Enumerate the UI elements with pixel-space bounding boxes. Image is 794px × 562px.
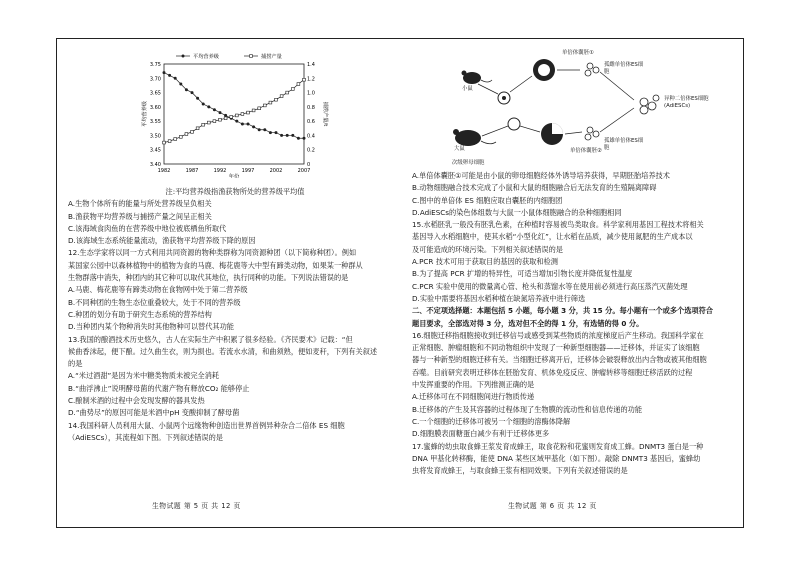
label-es-rat: 孤雄单倍体ES细胞 (604, 138, 644, 151)
series-point-2 (291, 88, 294, 91)
y-right-tick-label: 0 (307, 162, 311, 168)
q13-option-b: B.“曲浮沸止”说明酵母菌的代谢产物有释放CO₂ 能够停止 (68, 383, 250, 393)
y-right-axis-label: 捕捞产量/t (322, 101, 328, 127)
q16-stem-line-2: 正常细胞、肿瘤细胞和不同动物组织中发现了一种新型细胞器——迁移体，并证实了该细胞 (412, 343, 700, 353)
series-point-1 (263, 128, 266, 131)
series-point-1 (291, 134, 294, 137)
series-point-2 (179, 135, 182, 138)
rat-es-cells-icon (585, 127, 599, 140)
series-point-2 (286, 91, 289, 94)
footer-right: 生物试题 第 6 页 共 12 页 (508, 502, 597, 510)
q13-stem-line-2: 候曲香沫起，便下酿。过久曲生衣，则为损也。若流水水清，和曲须熟，便如麦秆，下列有关叙述 (68, 346, 378, 356)
label-egg: 次级卵母细胞 (452, 160, 485, 166)
y-left-tick-label: 3.50 (149, 133, 161, 140)
footer-left: 生物试题 第 5 页 共 12 页 (152, 502, 241, 510)
series-point-2 (235, 114, 238, 117)
q16-stem-line-1: 16.细胞迁移指细胞接收到迁移信号或感受到某些物质的浓度梯度后产生移动。我国科学家在 (412, 330, 704, 340)
y-left-tick-label: 3.60 (149, 104, 161, 111)
y-right-tick-label: 1.4 (307, 62, 315, 68)
series-point-1 (202, 103, 205, 106)
y-left-tick-label: 3.40 (149, 162, 161, 168)
y-right-tick-label: 1.0 (307, 90, 315, 97)
q15-option-a: A.PCR 技术可用于获取目的基因的获取和检测 (412, 257, 558, 267)
series-point-2 (303, 78, 306, 81)
q11-option-c: C.该海域食肉鱼的在营养级中地位被底栖鱼所取代 (68, 223, 227, 233)
series-point-2 (224, 117, 227, 120)
es-cell-diagram (412, 46, 728, 170)
q15-option-b: B.为了提高 PCR 扩增的特异性，可适当增加引物长度并降低复性温度 (412, 269, 633, 279)
q14-option-d: D.AdiESCs的染色体组数与大鼠一小鼠体细胞融合的杂种细胞相同 (412, 207, 622, 217)
q16-option-d: D.细胞膜表面糖蛋白减少有利于迁移体更多 (412, 429, 550, 439)
q16-stem-line-5: 中发挥重要的作用。下列推测正确的是 (412, 380, 535, 390)
y-left-tick-label: 3.45 (149, 147, 161, 154)
series-point-2 (219, 118, 222, 121)
q16-stem-line-4: 吞噬。目前研究表明迁移体在胚胎发育、机体免疫反应、肿瘤转移等细胞迁移活跃的过程 (412, 367, 693, 377)
section-two-line-1: 二、不定项选择题：本题包括 5 小题，每小题 3 分，共 15 分。每小题有一个或多个选项符合 (412, 306, 713, 316)
arrow-egg-blastocyst-2 (520, 126, 540, 132)
y-left-tick-label: 3.55 (149, 119, 161, 126)
arrow-es-merge-1 (600, 72, 634, 100)
arrow-mouse-egg (478, 84, 498, 94)
series-point-1 (219, 111, 222, 114)
series-point-1 (207, 105, 210, 108)
q14-stem-line-2: （AdiESCs），其流程如下图。下列叙述错误的是 (68, 432, 223, 442)
y-left-tick-label: 3.65 (149, 90, 161, 97)
q17-stem-line-2: DNA 甲基化转移酶，能使 DNA 某些区域甲基化（如下图）。敲除 DNMT3 基因后，蜜蜂幼 (412, 453, 701, 463)
q12-stem-line-1: 12.生态学家将以同一方式利用共同资源的物种类群称为同资源种团（以下简称种团）。例如 (68, 248, 357, 258)
series-point-2 (269, 101, 272, 104)
series-point-1 (163, 71, 166, 74)
series-point-1 (258, 128, 261, 131)
right-column (412, 46, 728, 477)
q12-option-c: C.种团的划分有助于研究生态系统的营养结构 (68, 309, 212, 319)
q11-option-a: A.生物个体所有的能量与所处营养级呈负相关 (68, 199, 212, 209)
x-tick-label: 1987 (185, 168, 199, 174)
blastocyst-2-cavity-icon (552, 123, 563, 134)
q12-option-b: B.不同种团的生物生态位重叠较大，处于不同的营养级 (68, 297, 241, 307)
series-line-1 (164, 73, 304, 139)
q15-stem-line-2: 基因导入水稻细胞中，使其水稻“小型化红”，让水稻在品质，减少使用氮肥的生产成本以 (412, 232, 693, 242)
label-es-mouse: 孤雌单倍体ES细胞 (604, 62, 644, 75)
series-point-2 (297, 83, 300, 86)
left-column (68, 46, 402, 444)
q13-stem-line-3: 的是 (68, 359, 83, 369)
q16-stem-line-3: 器与一种新型的细胞迁移有关。当细胞迁移离开后，迁移体会破裂释放出内含物或被其他细胞 (412, 355, 707, 365)
series-point-1 (168, 74, 171, 77)
section-two-line-2: 题目要求，全部选对得 3 分，选对但不全的得 1 分，有选错的得 0 分。 (412, 318, 644, 328)
y-right-tick-label: 0.2 (307, 147, 315, 154)
q13-option-c: C.酿制米酒的过程中会发现发酵的器具发热 (68, 396, 205, 406)
q12-stem-line-3: 生物群落中消失，种团内的其它种可以取代其地位，执行同种的功能。下列说法错误的是 (68, 273, 349, 283)
series-point-2 (252, 109, 255, 112)
legend-marker-1 (182, 55, 185, 58)
q11-option-d: D.该海域生态系统能量流动，渔获物平均营养级下降的原因 (68, 236, 256, 246)
series-point-1 (191, 91, 194, 94)
arrow-blastocyst-2-es (565, 132, 582, 134)
series-point-1 (241, 123, 244, 126)
series-point-1 (286, 134, 289, 137)
q16-option-b: B.迁移体的产生及其容器的过程体现了生物膜的流动性和信息传递的功能 (412, 404, 643, 414)
label-rat: 大鼠 (454, 146, 465, 152)
series-point-1 (269, 131, 272, 134)
q16-option-c: C.一个细胞的迁移体可被另一个细胞的溶酶体降解 (412, 416, 571, 426)
series-point-1 (213, 108, 216, 111)
legend-label-1: 平均营养级 (193, 54, 219, 60)
mouse-es-cells-icon (585, 63, 599, 76)
hybrid-es-cells-icon (640, 95, 659, 114)
series-point-2 (191, 130, 194, 133)
series-point-1 (252, 125, 255, 128)
y-right-tick-label: 1.2 (307, 76, 315, 83)
series-point-2 (263, 104, 266, 107)
series-point-2 (185, 133, 188, 136)
x-tick-label: 2007 (297, 168, 311, 174)
series-point-2 (174, 138, 177, 141)
x-tick-label: 1997 (241, 168, 255, 174)
q17-stem-line-1: 17.蜜蜂的幼虫取食蜂王浆发育成蜂王，取食花粉和花蜜则发育成工蜂。DNMT3 蛋白是一种 (412, 441, 704, 451)
q17-stem-line-3: 虫将发育成蜂王，与取食蜂王浆有相同效果。下列有关叙述错误的是 (412, 466, 628, 476)
legend-marker-2 (250, 55, 253, 58)
mouse-egg-nucleus-icon (502, 96, 506, 100)
x-tick-label: 2002 (269, 168, 283, 174)
chart-plot-frame (164, 64, 304, 164)
q12-option-a: A.马鹿、梅花鹿等有蹄类动物在食物网中处于第二营养级 (68, 285, 248, 295)
label-hybrid: 异种二倍体ES细胞(AdiESCs) (664, 96, 709, 109)
chart-caption: 注:平均营养级指渔获物所处的营养级平均值 (165, 187, 305, 196)
series-point-2 (202, 123, 205, 126)
y-right-tick-label: 0.8 (307, 104, 315, 111)
arrow-es-merge-2 (600, 108, 634, 132)
trophic-chart (68, 46, 402, 186)
q15-stem-line-1: 15.水稻胚乳一般没有胚乳色素，在种植时容易被鸟类取食。科学家利用基因工程技术将相关 (412, 220, 704, 230)
series-point-2 (275, 98, 278, 101)
y-right-tick-label: 0.6 (307, 119, 315, 126)
series-point-2 (241, 113, 244, 116)
y-left-tick-label: 3.75 (149, 62, 161, 68)
series-point-1 (179, 83, 182, 86)
y-right-tick-label: 0.4 (307, 133, 315, 140)
mouse-tail-icon (481, 80, 492, 82)
series-point-1 (174, 77, 177, 80)
series-point-1 (280, 134, 283, 137)
series-point-1 (303, 137, 306, 140)
rat-egg-icon (508, 118, 520, 130)
series-point-2 (163, 141, 166, 144)
y-left-axis-label: 平均营养级 (142, 101, 148, 127)
series-point-2 (207, 121, 210, 124)
label-haploid-mouse: 单倍体囊胚① (562, 50, 594, 56)
q11-option-b: B.渔获物平均营养级与捕捞产量之间呈正相关 (68, 211, 212, 221)
series-point-2 (168, 140, 171, 143)
q12-option-d: D.当种团内某个物种消失时其他物种可以替代其功能 (68, 322, 234, 332)
mouse-ear-icon (462, 71, 467, 76)
q14-option-a: A.单倍体囊胚①可能是由小鼠的卵母细胞经体外诱导培养获得，早期胚胎培养技术 (412, 171, 670, 180)
q13-option-d: D.“曲势尽”的原因可能是米酒中pH 变酸抑制了酵母菌 (68, 408, 240, 418)
q12-stem-line-2: 某国家公园中以森林植物中的植物为食的马鹿、梅花鹿等大中型有蹄类动物，如果某一种群从 (68, 260, 363, 270)
q13-option-a: A.“米过酒甜”是因为米中糖类物质未被完全消耗 (68, 371, 220, 381)
x-tick-label: 1992 (213, 168, 227, 174)
y-left-tick-label: 3.70 (149, 76, 161, 83)
series-point-2 (258, 107, 261, 110)
label-haploid-rat: 单倍体囊胚② (570, 148, 602, 154)
series-point-1 (224, 114, 227, 117)
series-point-1 (247, 123, 250, 126)
x-axis-label: 年份 (228, 174, 240, 178)
rat-tail-icon (481, 141, 496, 144)
series-point-1 (297, 137, 300, 140)
legend-label-2: 捕捞产量 (261, 54, 282, 60)
series-point-2 (230, 115, 233, 118)
q15-option-d: D.实验中需要将基因水稻种植在缺氮培养液中进行筛选 (412, 293, 586, 303)
q14-option-c: C.图中的单倍体 ES 细胞应取自囊胚的内细胞团 (412, 195, 563, 205)
q14-stem-line-1: 14.我国科研人员利用大鼠、小鼠两个远缘物种创造出世界首例异种杂合二倍体 ES 细胞 (68, 420, 345, 430)
arrow-rat-egg (482, 126, 508, 136)
q16-option-a: A.迁移体可在不同细胞间进行物质传递 (412, 392, 535, 402)
series-point-2 (213, 120, 216, 123)
arrow-egg-blastocyst-1 (510, 76, 532, 92)
q13-stem-line-1: 13.我国的酿酒技术历史悠久，古人在实际生产中积累了很多经验。《齐民要术》记载：“但 (68, 334, 353, 344)
x-tick-label: 1982 (157, 168, 171, 174)
label-mouse: 小鼠 (462, 86, 473, 92)
q15-option-c: C.PCR 实验中使用的微量离心管、枪头和蒸馏水等在使用前必须进行高压蒸汽灭菌处理 (412, 281, 688, 291)
q15-stem-line-3: 及可能造成的环境污染。下列相关叙述错误的是 (412, 244, 563, 254)
trophic-chart-svg (68, 46, 402, 178)
series-point-2 (280, 95, 283, 98)
series-point-1 (235, 120, 238, 123)
series-point-2 (196, 127, 199, 130)
blastocyst-1-cavity-icon (538, 64, 550, 76)
rat-ear-icon (453, 129, 459, 135)
series-point-2 (247, 111, 250, 114)
series-point-1 (275, 131, 278, 134)
series-point-1 (185, 88, 188, 91)
series-point-1 (196, 97, 199, 100)
q14-option-b: B.动物细胞融合技术完成了小鼠和大鼠的细胞融合后无法发育的生殖隔离障碍 (412, 183, 657, 193)
